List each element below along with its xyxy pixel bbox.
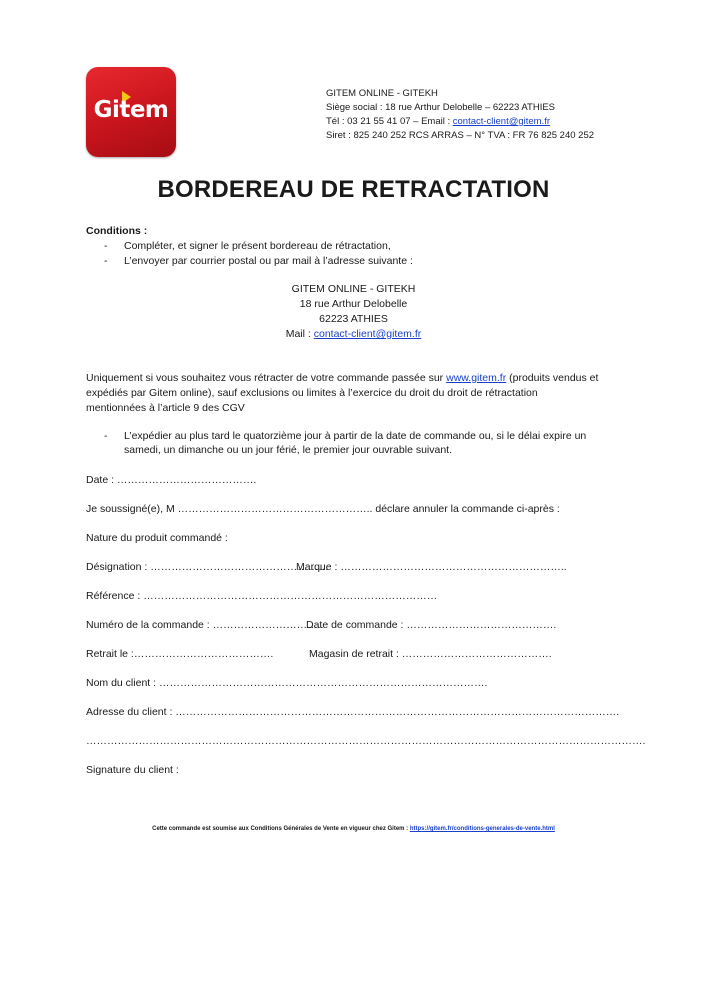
signature-label: Signature du client :: [86, 764, 179, 776]
paragraph-line-3: mentionnées à l’article 9 des CGV: [86, 402, 245, 414]
client-address-line-2[interactable]: …………………………………………………………………………………………………………………………………………….: [86, 735, 646, 747]
company-address: Siège social : 18 rue Arthur Delobelle – 62223 ATHIES: [326, 102, 556, 113]
reference-field[interactable]: Référence : …………………………………………………………………………: [86, 590, 438, 602]
conditions-dash-1: -: [104, 240, 108, 252]
paragraph-line-1-prefix: Uniquement si vous souhaitez vous rétracter de votre commande passée sur: [86, 372, 447, 384]
order-number-field[interactable]: Numéro de la commande : …………………………..: [86, 619, 324, 631]
company-header: [326, 87, 594, 143]
footer-cgv-link[interactable]: https://gitem.fr/conditions-generales-de-vente.html: [409, 826, 555, 832]
deadline-line-1: L’expédier au plus tard le quatorzième jour à partir de la date de commande ou, si le délai expire un: [124, 430, 587, 442]
page-title: BORDEREAU DE RETRACTATION: [157, 176, 550, 203]
client-name-field[interactable]: Nom du client : ………………………………………………………………………………….: [86, 677, 488, 689]
address-street: 18 rue Arthur Delobelle: [299, 298, 408, 310]
address-city: 62223 ATHIES: [319, 313, 388, 325]
footer-note: [0, 826, 707, 832]
paragraph-line-1: [86, 371, 598, 385]
paragraph-line-2: expédiés par Gitem online), sauf exclusions ou limites à l’exercice du droit du droit de rétractation: [86, 387, 538, 399]
company-phone: Tél : 03 21 55 41 07 – Email :: [326, 116, 453, 127]
conditions-item-1: Compléter, et signer le présent bordereau de rétractation,: [124, 240, 391, 252]
marque-field[interactable]: Marque : ………………………………………………………..: [296, 561, 567, 573]
company-email-link[interactable]: contact-client@gitem.fr: [452, 116, 551, 127]
deadline-dash: -: [104, 430, 108, 442]
client-address-field[interactable]: Adresse du client : ……………………………………………………………………………………………………………….: [86, 706, 620, 718]
address-mail-link[interactable]: contact-client@gitem.fr: [313, 328, 422, 340]
gitem-website-link[interactable]: www.gitem.fr: [446, 372, 507, 384]
address-mail: [0, 327, 707, 341]
footer-text: Cette commande est soumise aux Conditions Générales de Vente en vigueur chez Gitem :: [152, 826, 410, 832]
conditions-item-2: L’envoyer par courrier postal ou par mail à l’adresse suivante :: [124, 255, 413, 267]
address-mail-label: Mail :: [285, 328, 314, 340]
company-name: GITEM ONLINE - GITEKH: [326, 88, 438, 99]
paragraph-line-1-suffix: (produits vendus et: [506, 372, 599, 384]
pickup-store-field[interactable]: Magasin de retrait : …………………………………….: [309, 648, 552, 660]
conditions-heading: Conditions :: [86, 225, 148, 237]
company-siret: Siret : 825 240 252 RCS ARRAS – N° TVA : FR 76 825 240 252: [326, 130, 595, 141]
gitem-logo-icon: [86, 67, 176, 157]
deadline-line-2: samedi, un dimanche ou un jour férié, le premier jour ouvrable suivant.: [124, 444, 453, 456]
pickup-date-field[interactable]: Retrait le :………………………………….: [86, 648, 274, 660]
designation-field[interactable]: Désignation : ……………………………………………: [86, 561, 329, 573]
company-contact: [326, 115, 594, 129]
logo-text: Gitem: [93, 97, 169, 123]
order-date-field[interactable]: Date de commande : …………………………………….: [306, 619, 557, 631]
conditions-dash-2: -: [104, 255, 108, 267]
soussigne-field[interactable]: Je soussigné(e), M ……………………………………………….. déclare annuler la commande ci-après :: [86, 503, 560, 515]
nature-label: Nature du produit commandé :: [86, 532, 228, 544]
address-name: GITEM ONLINE - GITEKH: [291, 283, 416, 295]
date-field[interactable]: Date : ………………………………….: [86, 474, 257, 486]
